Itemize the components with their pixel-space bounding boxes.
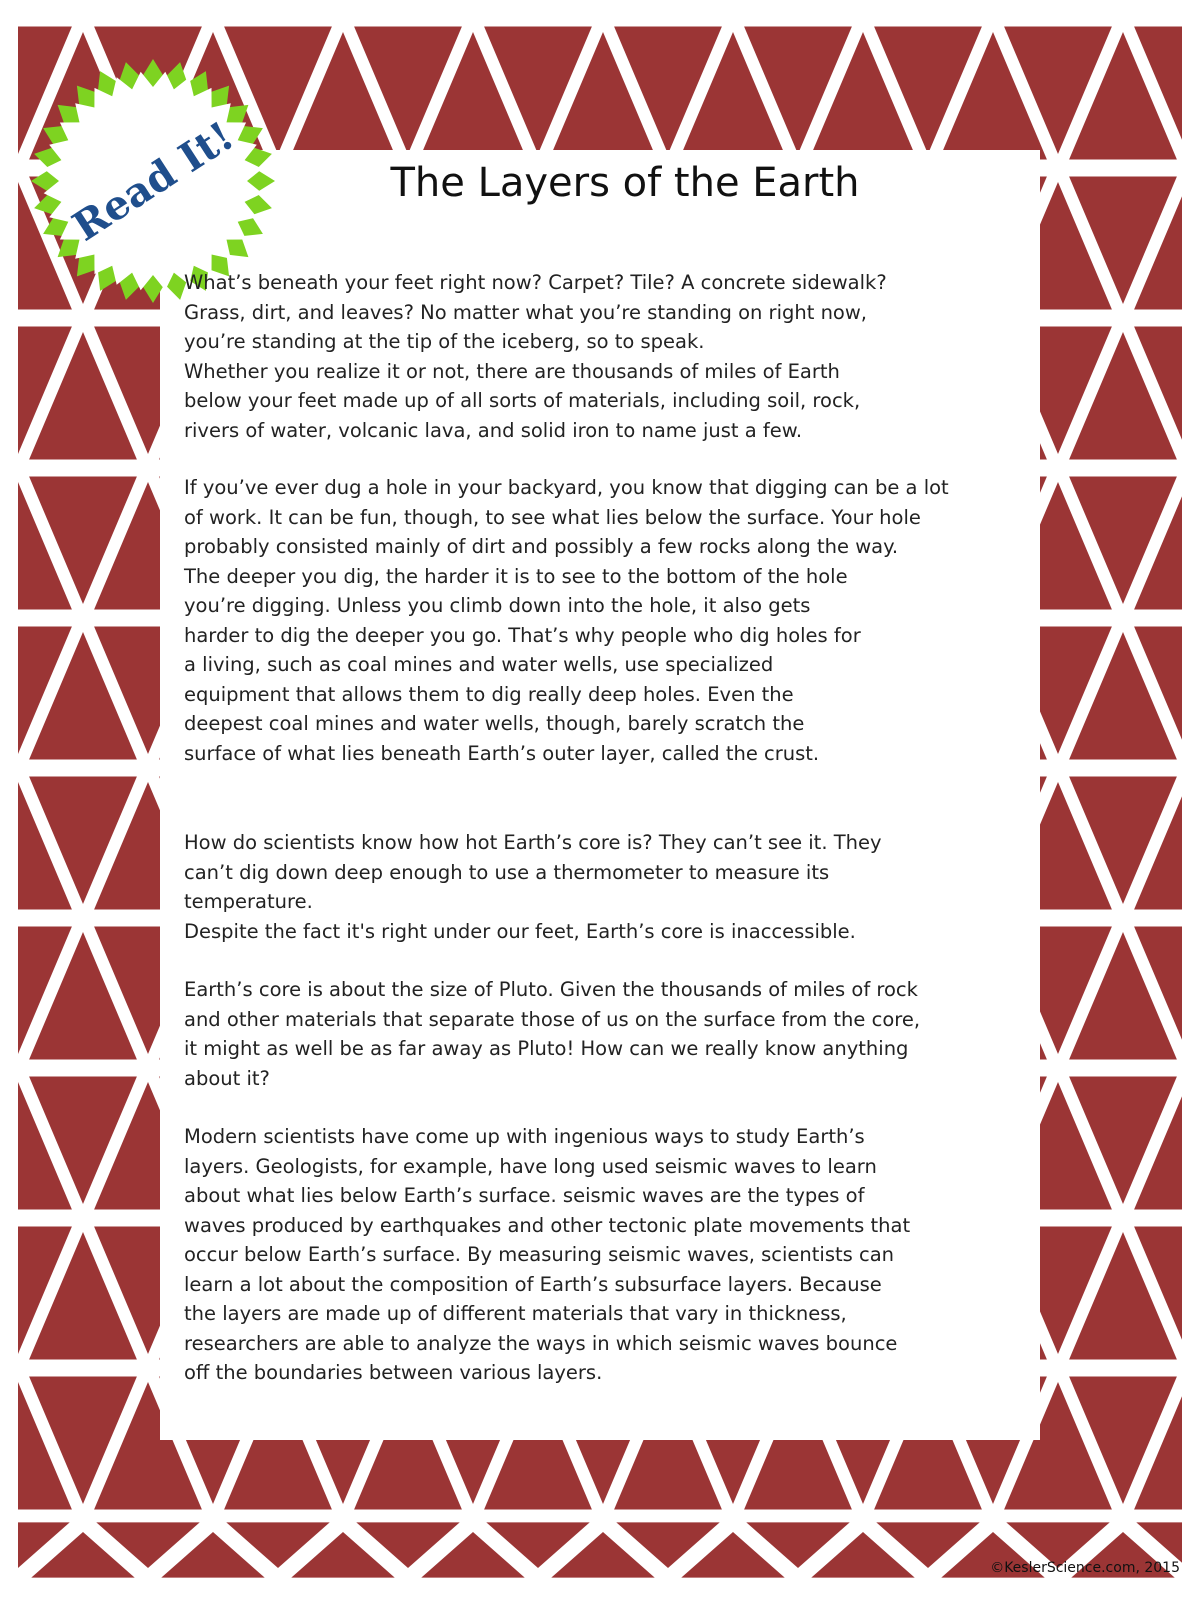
text-line: probably consisted mainly of dirt and possibly a few rocks along the way. [184, 535, 899, 558]
paragraph-seismic-waves [184, 1122, 1014, 1388]
text-line: equipment that allows them to dig really deep holes. Even the [184, 682, 794, 706]
paragraph-core-temperature [184, 828, 1014, 946]
text-line: a living, such as coal mines and water wells, use specialized [184, 653, 774, 676]
text-line: How do scientists know how hot Earth’s core is? They can’t see it. They [184, 831, 882, 854]
text-line: below your feet made up of all sorts of materials, including soil, rock, [184, 389, 861, 412]
text-line: deepest coal mines and water wells, though, barely scratch the [184, 712, 805, 735]
text-line: occur below Earth’s surface. By measuring seismic waves, scientists can [184, 1243, 895, 1266]
text-line: Earth’s core is about the size of Pluto. Given the thousands of miles of rock [184, 978, 918, 1001]
text-line: temperature. [184, 890, 313, 913]
text-line: Grass, dirt, and leaves? No matter what you’re standing on right now, [184, 300, 868, 324]
text-line: of work. It can be fun, though, to see what lies below the surface. Your hole [184, 505, 921, 529]
text-line: Modern scientists have come up with ingenious ways to study Earth’s [184, 1125, 865, 1148]
text-line: off the boundaries between various layers. [184, 1361, 603, 1384]
paragraph-intro [184, 268, 1014, 445]
text-line: you’re standing at the tip of the iceberg, so to speak. [184, 330, 705, 353]
text-line: researchers are able to analyze the ways in which seismic waves bounce [184, 1331, 898, 1355]
paragraph-core-size [184, 975, 1014, 1093]
text-line: about it? [184, 1066, 270, 1090]
copyright-notice: ©KeslerScience.com, 2015 [990, 1560, 1180, 1576]
text-line: What’s beneath your feet right now? Carpet? Tile? A concrete sidewalk? [184, 271, 887, 294]
text-line: learn a lot about the composition of Earth’s subsurface layers. Because [184, 1272, 882, 1296]
text-line: waves produced by earthquakes and other tectonic plate movements that [184, 1213, 911, 1237]
text-line: Despite the fact it's right under our feet, Earth’s core is inaccessible. [184, 919, 856, 943]
page-title: The Layers of the Earth [390, 160, 860, 206]
text-line: If you’ve ever dug a hole in your backyard, you know that digging can be a lot [184, 476, 949, 499]
border-triangle [0, 1232, 7, 1359]
paragraph-digging [184, 473, 1014, 768]
text-line: Whether you realize it or not, there are thousands of miles of Earth [184, 359, 840, 383]
border-triangle [0, 332, 7, 459]
text-line: surface of what lies beneath Earth’s outer layer, called the crust. [184, 741, 820, 765]
read-it-badge-label: Read It! [64, 111, 242, 251]
border-triangle [0, 632, 7, 759]
text-line: layers. Geologists, for example, have long used seismic waves to learn [184, 1154, 877, 1178]
text-line: and other materials that separate those of us on the surface from the core, [184, 1007, 921, 1031]
text-line: the layers are made up of different materials that vary in thickness, [184, 1302, 847, 1325]
border-triangle [0, 1532, 5, 1578]
text-line: can’t dig down deep enough to use a thermometer to measure its [184, 860, 830, 884]
text-line: harder to dig the deeper you go. That’s why people who dig holes for [184, 623, 861, 647]
article-body [184, 268, 1014, 1417]
text-line: it might as well be as far away as Pluto! How can we really know anything [184, 1037, 909, 1060]
text-line: rivers of water, volcanic lava, and solid iron to name just a few. [184, 418, 803, 442]
text-line: about what lies below Earth’s surface. seismic waves are the types of [184, 1184, 865, 1207]
text-line: you’re digging. Unless you climb down into the hole, it also gets [184, 594, 811, 617]
text-line: The deeper you dig, the harder it is to see to the bottom of the hole [184, 564, 848, 588]
border-triangle [0, 932, 7, 1059]
